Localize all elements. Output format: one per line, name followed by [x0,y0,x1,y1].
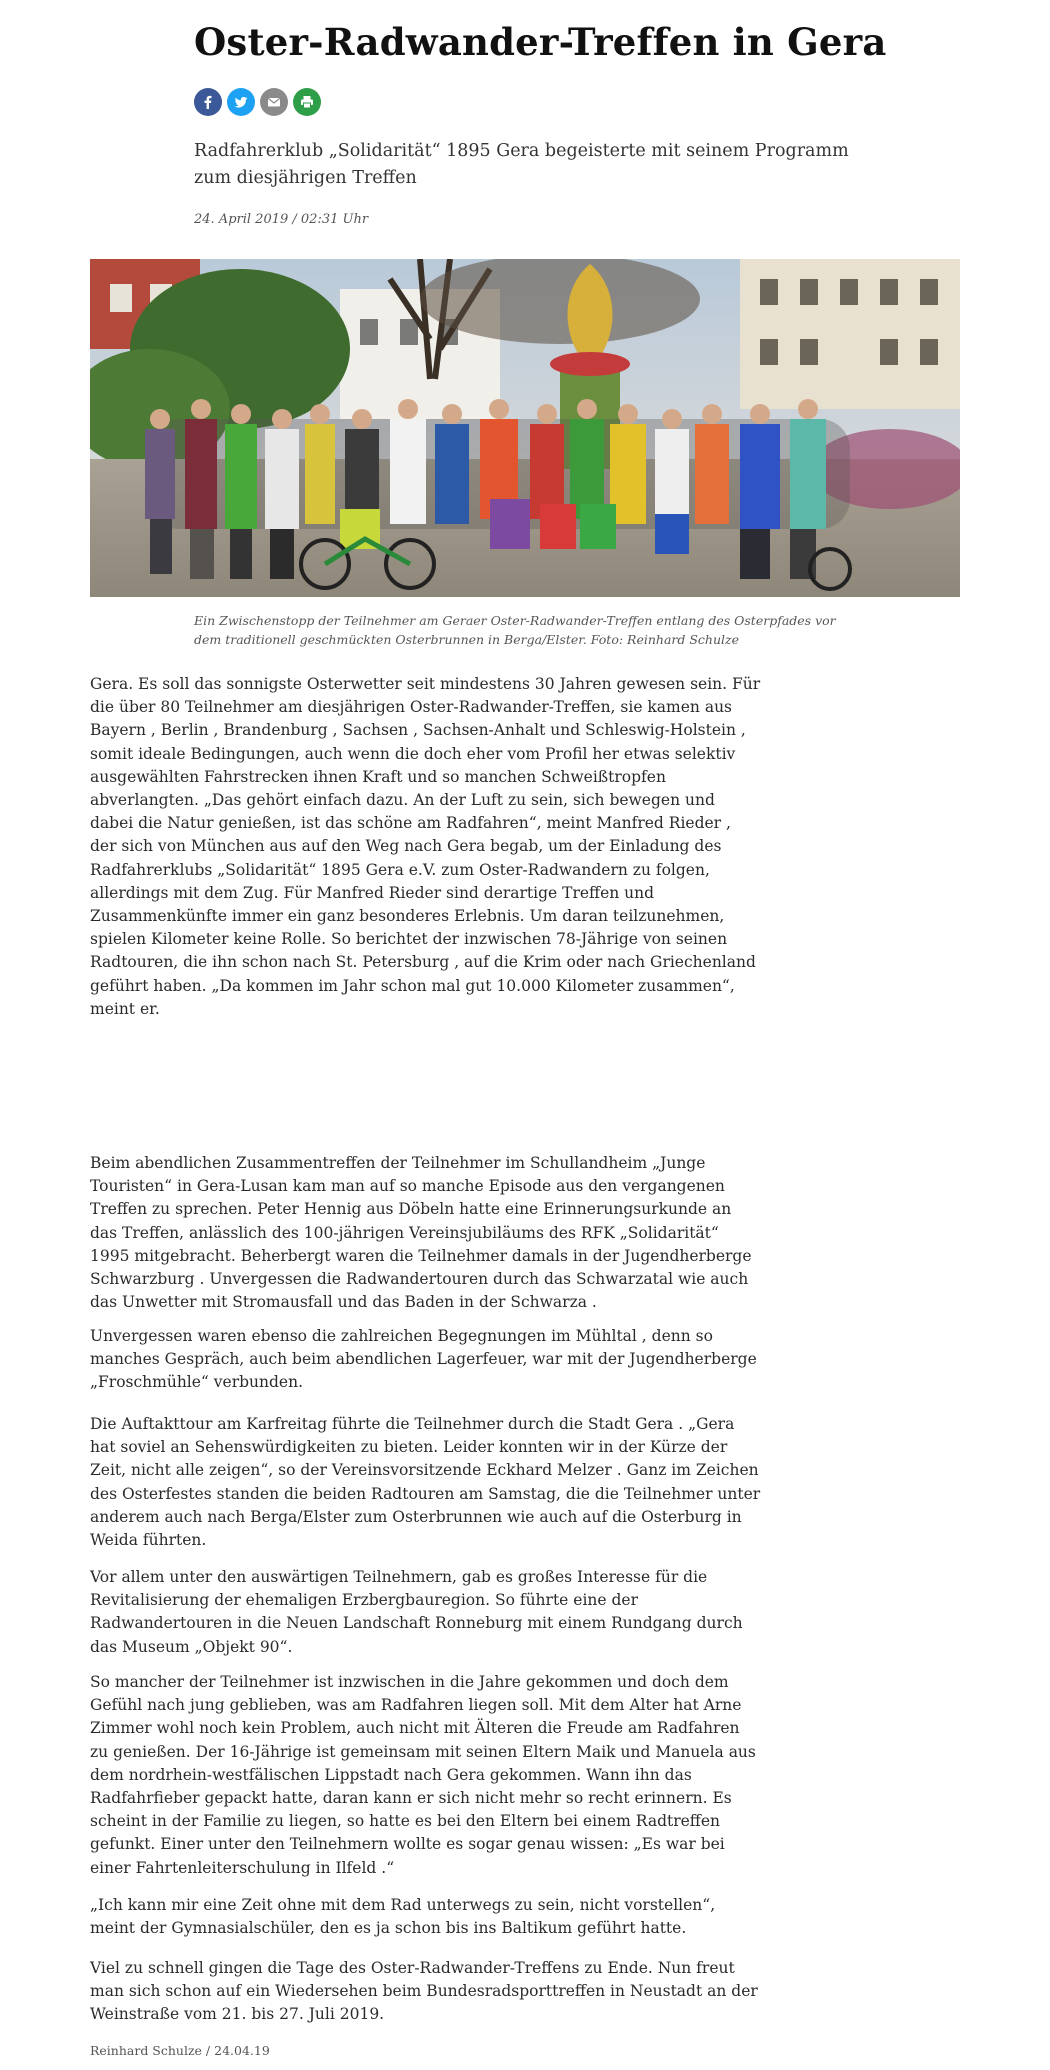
mail-share-button[interactable] [260,88,288,116]
print-icon [299,94,315,110]
facebook-icon [200,94,216,110]
twitter-share-button[interactable] [227,88,255,116]
paragraph-3: Unvergessen waren ebenso die zahlreichen Begegnungen im Mühltal , denn so manches Gespräch, auch beim abendlichen Lagerfeuer, war mit der Jugendherberge „Froschmühle“ verbunden. [90,1327,757,1392]
article-title: Oster-Radwander-Treffen in Gera [194,20,887,64]
publish-date: 24. April 2019 / 02:31 Uhr [194,212,369,227]
article-photo [90,259,960,597]
paragraph-5: Vor allem unter den auswärtigen Teilnehmern, gab es großes Interesse für die Revitalisierung der ehemaligen Erzbergbauregion. So führte eine der Radwandertouren in die Neuen Landschaft Ronneburg mit einem Rundgang durch das Museum „Objekt 90“. [90,1568,743,1656]
print-share-button[interactable] [293,88,321,116]
photo-caption: Ein Zwischenstopp der Teilnehmer am Geraer Oster-Radwander-Treffen entlang des Osterpfades vor dem traditionell geschmückten Osterbrunnen in Berga/Elster. Foto: Reinhard Schulze [194,613,836,647]
paragraph-1 [90,673,762,1021]
article-subtitle: Radfahrerklub „Solidarität“ 1895 Gera begeisterte mit seinem Programm zum diesjährigen Treffen [194,141,849,188]
paragraph-6: So mancher der Teilnehmer ist inzwischen in die Jahre gekommen und doch dem Gefühl nach jung geblieben, was am Radfahren liegen soll. Mit dem Alter hat Arne Zimmer wohl noch kein Problem, auch nicht mit Älteren die Freude am Radfahren zu genießen. Der 16-Jährige ist gemeinsam mit seinen Eltern Maik und Manuela aus dem nordrhein-westfälischen Lippstadt nach Gera gekommen. Wann ihn das Radfahrfieber gepackt hatte, daran kann er sich nicht mehr so recht erinnern. Es scheint in der Familie zu liegen, so hatte es bei den Eltern bei einem Radtreffen gefunkt. Einer unter den Teilnehmern wollte es sogar genau wissen: „Es war bei einer Fahrtenleiterschulung in Ilfeld .“ [90,1673,756,1877]
paragraph-4: Die Auftakttour am Karfreitag führte die Teilnehmer durch die Stadt Gera . „Gera hat soviel an Sehenswürdigkeiten zu bieten. Leider konnten wir in der Kürze der Zeit, nicht alle zeigen“, so der Vereinsvorsitzende Eckhard Melzer . Ganz im Zeichen des Osterfestes standen die beiden Radtouren am Samstag, die die Teilnehmer unter anderem auch nach Berga/Elster zum Osterbrunnen wie auch auf die Osterburg in Weida führten. [90,1415,761,1550]
mail-icon [266,94,282,110]
facebook-share-button[interactable] [194,88,222,116]
paragraph-7: „Ich kann mir eine Zeit ohne mit dem Rad unterwegs zu sein, nicht vorstellen“, meint der Gymnasialschüler, den es ja schon bis ins Baltikum geführt hatte. [90,1896,716,1938]
twitter-icon [233,94,249,110]
paragraph-1-text: Gera. Es soll das sonnigste Osterwetter seit mindestens 30 Jahren gewesen sein. Für die über 80 Teilnehmer am diesjährigen Oster-Radwander-Treffen, sie kamen aus Bayern , Berlin , Brandenburg , Sachsen , Sachsen-Anhalt und Schleswig-Holstein , somit ideale Bedingungen, auch wenn die doch eher vom Profil her etwas selektiv ausgewählten Fahrstrecken ihnen Kraft und so manchen Schweißtropfen abverlangten. „Das gehört einfach dazu. An der Luft zu sein, sich bewegen und dabei die Natur genießen, ist das schöne am Radfahren“, meint Manfred Rieder , der sich von München aus auf den Weg nach Gera begab, um der Einladung des Radfahrerklubs „Solidarität“ 1895 Gera e.V. zum Oster-Radwandern zu folgen, allerdings mit dem Zug. Für Manfred Rieder sind derartige Treffen und Zusammenkünfte immer ein ganz besonderes Erlebnis. Um daran teilzunehmen, spielen Kilometer keine Rolle. So berichtet der inzwischen 78-Jährige von seinen Radtouren, die ihn schon nach St. Petersburg , auf die Krim oder nach Griechenland geführt haben. „Da kommen im Jahr schon mal gut 10.000 Kilometer zusammen“, meint er. [90,675,761,1018]
author-byline: Reinhard Schulze / 24.04.19 [90,2043,270,2058]
paragraph-2: Beim abendlichen Zusammentreffen der Teilnehmer im Schullandheim „Junge Touristen“ in Gera-Lusan kam man auf so manche Episode aus den vergangenen Treffen zu sprechen. Peter Hennig aus Döbeln hatte eine Erinnerungsurkunde an das Treffen, anlässlich des 100-jährigen Vereinsjubiläums des RFK „Solidarität“ 1995 mitgebracht. Beherbergt waren die Teilnehmer damals in der Jugendherberge Schwarzburg . Unvergessen die Radwandertouren durch das Schwarzatal wie auch das Unwetter mit Stromausfall und das Baden in der Schwarza . [90,1154,752,1312]
share-bar [194,88,321,116]
paragraph-8: Viel zu schnell gingen die Tage des Oster-Radwander-Treffens zu Ende. Nun freut man sich schon auf ein Wiedersehen beim Bundesradsporttreffen in Neustadt an der Weinstraße vom 21. bis 27. Juli 2019. [90,1959,758,2024]
